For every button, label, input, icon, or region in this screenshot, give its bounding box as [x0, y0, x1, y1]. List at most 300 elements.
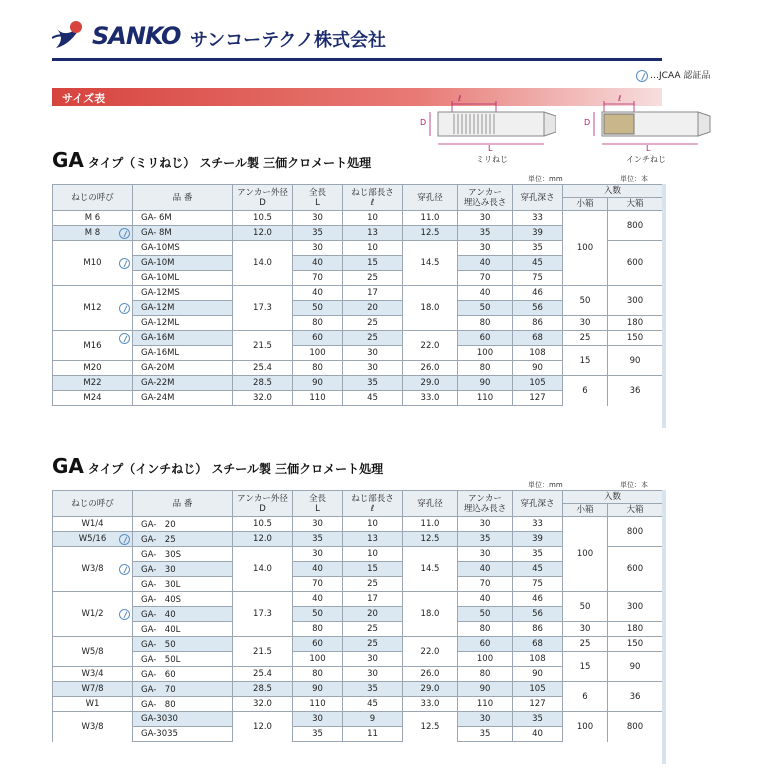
jcaa-mark-icon: [119, 333, 130, 344]
table-cell: M12: [53, 286, 133, 331]
table-cell: 30: [343, 361, 403, 376]
table-cell: 25: [343, 577, 403, 592]
size-table-section-bar: [52, 88, 662, 106]
header-call: ねじの呼び: [53, 185, 133, 211]
table-cell: [133, 562, 233, 577]
table-cell: 60: [458, 637, 513, 652]
table-cell: 86: [513, 622, 563, 637]
cell-text: ℓ: [370, 503, 375, 514]
table-cell: GA- 40L: [133, 622, 233, 637]
table-cell: 35: [293, 532, 343, 547]
table-cell: GA-12ML: [133, 316, 233, 331]
table-cell: W3/4: [53, 667, 133, 682]
table-cell: 25: [343, 271, 403, 286]
metric-diagram-L-label: L: [488, 144, 493, 153]
qty-small: 30: [563, 622, 608, 637]
table-cell: 11.0: [403, 211, 458, 226]
table-row: [53, 637, 663, 652]
table-cell: 100: [458, 652, 513, 667]
jcaa-mark-icon: [119, 609, 130, 620]
inch-size-table: [52, 490, 663, 742]
header-qty: 入数: [563, 185, 663, 198]
table-cell: GA- 40S: [133, 592, 233, 607]
table-cell: GA-24M: [133, 391, 233, 406]
table-cell: 110: [458, 697, 513, 712]
table-cell: 29.0: [403, 376, 458, 391]
table-cell: GA-12MS: [133, 286, 233, 301]
table-cell: 12.5: [403, 712, 458, 742]
table-cell: GA- 80: [133, 697, 233, 712]
table-cell: 22.0: [403, 331, 458, 361]
table-cell: W5/8: [53, 637, 133, 667]
qty-small: 6: [563, 376, 608, 406]
table-cell: 9: [343, 712, 403, 727]
table-cell: 20: [343, 301, 403, 316]
table-cell: GA-10MS: [133, 241, 233, 256]
metric-size-table: [52, 184, 663, 406]
cell-text: GA- 25: [141, 535, 176, 545]
header-anchor-od: [233, 185, 293, 211]
table-cell: 18.0: [403, 592, 458, 637]
table-cell: 17.3: [233, 592, 293, 637]
table-cell: 25.4: [233, 667, 293, 682]
table-cell: [133, 607, 233, 622]
table-cell: 80: [293, 667, 343, 682]
metric-diagram-caption: ミリねじ: [476, 155, 508, 164]
cell-text: GA-10M: [141, 258, 175, 268]
cell-text: GA-12M: [141, 303, 175, 313]
qty-large: 300: [608, 286, 663, 316]
metric-diagram-l-label: ℓ: [458, 94, 462, 103]
table-cell: 26.0: [403, 361, 458, 376]
jcaa-note: …JCAA 認証品: [650, 71, 711, 81]
inch-anchor-diagram: [582, 94, 712, 164]
table-cell: 80: [293, 622, 343, 637]
qty-small: 6: [563, 682, 608, 712]
table-cell: 33: [513, 517, 563, 532]
table-cell: 56: [513, 607, 563, 622]
table-cell: 100: [293, 346, 343, 361]
table-cell: 13: [343, 226, 403, 241]
table-cell: 80: [293, 316, 343, 331]
qty-large: 90: [608, 652, 663, 682]
table-row: [53, 316, 663, 331]
table-cell: 17.3: [233, 286, 293, 331]
table-cell: 108: [513, 346, 563, 361]
table-cell: 21.5: [233, 331, 293, 361]
cell-text: アンカー外径: [237, 187, 288, 198]
table-cell: 30: [458, 211, 513, 226]
jcaa-mark-icon: [119, 303, 130, 314]
header-call: ねじの呼び: [53, 491, 133, 517]
table-row: [53, 712, 663, 727]
table-cell: W5/16: [53, 532, 133, 547]
sanko-logo-icon: [52, 18, 88, 54]
table-cell: 10: [343, 517, 403, 532]
qty-small: 50: [563, 592, 608, 622]
table-cell: GA-3030: [133, 712, 233, 727]
table-cell: GA-22M: [133, 376, 233, 391]
table-cell: 39: [513, 532, 563, 547]
table-cell: 35: [293, 226, 343, 241]
table-cell: 30: [343, 652, 403, 667]
header-large-box: 大箱: [608, 504, 663, 517]
cell-text: 全長: [308, 493, 326, 504]
table-cell: 30: [458, 241, 513, 256]
table-cell: 40: [458, 562, 513, 577]
table-cell: 25: [343, 316, 403, 331]
table-cell: 60: [293, 331, 343, 346]
table-cell: 15: [343, 256, 403, 271]
table-cell: M22: [53, 376, 133, 391]
table-cell: 30: [458, 712, 513, 727]
table-cell: 13: [343, 532, 403, 547]
qty-large: 180: [608, 316, 663, 331]
cell-text: D: [259, 197, 266, 208]
table-row: [53, 331, 663, 346]
table-cell: 14.5: [403, 241, 458, 286]
table-cell: 10: [343, 547, 403, 562]
inch-unit-mm: 単位：mm: [528, 481, 563, 489]
header-divider: [52, 58, 662, 61]
table-cell: GA- 20: [133, 517, 233, 532]
table-cell: W1/4: [53, 517, 133, 532]
table-row: [53, 682, 663, 697]
header-anchor-od: [233, 491, 293, 517]
table-cell: M16: [53, 331, 133, 361]
inch-diagram-caption: インチねじ: [626, 155, 666, 164]
header-hole-dia: 穿孔径: [403, 185, 458, 211]
table-cell: 86: [513, 316, 563, 331]
table-cell: 39: [513, 226, 563, 241]
table-cell: 10: [343, 211, 403, 226]
cell-text: D: [259, 503, 266, 514]
table-cell: [133, 256, 233, 271]
header-part: 品 番: [133, 185, 233, 211]
table-cell: 90: [458, 376, 513, 391]
table-cell: 80: [293, 361, 343, 376]
table-row: [53, 211, 663, 226]
header-part: 品 番: [133, 491, 233, 517]
table-cell: GA- 70: [133, 682, 233, 697]
table-cell: 30: [458, 547, 513, 562]
table-cell: 100: [458, 346, 513, 361]
table-cell: 33.0: [403, 391, 458, 406]
table-cell: 80: [458, 361, 513, 376]
table-cell: 11.0: [403, 517, 458, 532]
table-cell: 75: [513, 577, 563, 592]
cell-text: 埋込み長さ: [463, 197, 507, 208]
table-cell: 12.0: [233, 532, 293, 547]
table-cell: 35: [458, 226, 513, 241]
table-cell: 12.5: [403, 532, 458, 547]
table-cell: 45: [513, 256, 563, 271]
table-cell: 10.5: [233, 211, 293, 226]
table-cell: 28.5: [233, 376, 293, 391]
header-hole-dia: 穿孔径: [403, 491, 458, 517]
table-cell: 33: [513, 211, 563, 226]
table-cell: 40: [293, 286, 343, 301]
table-cell: 40: [513, 727, 563, 742]
cell-text: ねじ部長さ: [351, 187, 394, 198]
qty-small: 25: [563, 331, 608, 346]
table-cell: 40: [293, 256, 343, 271]
table-cell: 40: [458, 592, 513, 607]
table-cell: 110: [458, 391, 513, 406]
table-cell: 33.0: [403, 697, 458, 712]
table-cell: M 6: [53, 211, 133, 226]
inch-diagram-l-label: ℓ: [618, 94, 622, 103]
jcaa-mark-icon: [636, 70, 648, 82]
table-cell: 45: [343, 697, 403, 712]
table-cell: 110: [293, 697, 343, 712]
brand-name: SANKO: [92, 22, 181, 50]
table-cell: 32.0: [233, 391, 293, 406]
table-cell: 105: [513, 376, 563, 391]
inch-title-rest: タイプ（インチねじ） スチール製 三価クロメート処理: [87, 462, 384, 476]
header-thread-len: [343, 491, 403, 517]
metric-diagram-d-label: D: [420, 118, 427, 127]
table-edge-accent: [662, 184, 666, 428]
table-cell: 127: [513, 391, 563, 406]
table-cell: 30: [293, 517, 343, 532]
metric-anchor-diagram: [416, 94, 556, 164]
table-cell: 30: [343, 346, 403, 361]
qty-large: 600: [608, 241, 663, 286]
table-cell: 40: [458, 286, 513, 301]
qty-large: 36: [608, 376, 663, 406]
table-cell: 68: [513, 637, 563, 652]
cell-text: L: [315, 197, 320, 208]
table-row: [53, 652, 663, 667]
metric-section-title: [52, 148, 371, 172]
cell-text: L: [315, 503, 320, 514]
table-cell: 46: [513, 592, 563, 607]
table-cell: 40: [293, 592, 343, 607]
metric-title-ga: GA: [52, 148, 84, 172]
table-cell: 80: [458, 667, 513, 682]
jcaa-mark-icon: [119, 564, 130, 575]
header-small-box: 小箱: [563, 504, 608, 517]
table-cell: [133, 301, 233, 316]
metric-title-rest: タイプ（ミリねじ） スチール製 三価クロメート処理: [87, 156, 372, 170]
table-cell: 105: [513, 682, 563, 697]
table-cell: 90: [513, 667, 563, 682]
qty-large: 800: [608, 517, 663, 547]
qty-large: 150: [608, 331, 663, 346]
cell-text: GA- 40: [141, 610, 176, 620]
header: [0, 0, 777, 66]
table-cell: 40: [293, 562, 343, 577]
header-small-box: 小箱: [563, 198, 608, 211]
table-cell: GA- 30S: [133, 547, 233, 562]
table-cell: 11: [343, 727, 403, 742]
inch-diagram-L-label: L: [646, 144, 651, 153]
header-thread-len: [343, 185, 403, 211]
table-row: [53, 622, 663, 637]
cell-text: 埋込み長さ: [463, 503, 507, 514]
table-cell: 75: [513, 271, 563, 286]
table-cell: M24: [53, 391, 133, 406]
table-cell: 40: [458, 256, 513, 271]
qty-small: 25: [563, 637, 608, 652]
jcaa-mark-icon: [119, 228, 130, 239]
table-cell: 50: [293, 301, 343, 316]
table-cell: 90: [293, 682, 343, 697]
qty-large: 36: [608, 682, 663, 712]
table-cell: GA-10ML: [133, 271, 233, 286]
cell-text: GA-16M: [141, 333, 175, 343]
qty-large: 300: [608, 592, 663, 622]
table-cell: GA-16ML: [133, 346, 233, 361]
qty-large: 150: [608, 637, 663, 652]
inch-unit-pcs: 単位：本: [620, 481, 648, 489]
cell-text: GA- 30: [141, 565, 176, 575]
table-cell: GA-20M: [133, 361, 233, 376]
table-cell: 22.0: [403, 637, 458, 667]
cell-text: アンカー: [468, 187, 502, 198]
table-cell: W3/8: [53, 712, 133, 742]
table-cell: 68: [513, 331, 563, 346]
table-cell: W3/8: [53, 547, 133, 592]
qty-large: 180: [608, 622, 663, 637]
table-cell: 25: [343, 331, 403, 346]
table-cell: GA-3035: [133, 727, 233, 742]
table-cell: 32.0: [233, 697, 293, 712]
table-cell: 28.5: [233, 682, 293, 697]
qty-small: 100: [563, 517, 608, 592]
header-large-box: 大箱: [608, 198, 663, 211]
table-cell: 14.0: [233, 241, 293, 286]
table-cell: 35: [458, 532, 513, 547]
table-cell: [133, 532, 233, 547]
table-cell: GA- 30L: [133, 577, 233, 592]
qty-large: 800: [608, 712, 663, 742]
table-cell: 12.0: [233, 226, 293, 241]
table-cell: 80: [458, 622, 513, 637]
table-cell: 56: [513, 301, 563, 316]
table-cell: 14.0: [233, 547, 293, 592]
table-cell: 25: [343, 622, 403, 637]
table-cell: M10: [53, 241, 133, 286]
table-cell: W1/2: [53, 592, 133, 637]
table-cell: GA- 50L: [133, 652, 233, 667]
header-length: [293, 491, 343, 517]
table-cell: 108: [513, 652, 563, 667]
header-embed: [458, 491, 513, 517]
table-cell: 50: [293, 607, 343, 622]
header-qty: 入数: [563, 491, 663, 504]
table-cell: 70: [293, 577, 343, 592]
qty-small: 30: [563, 316, 608, 331]
table-cell: 30: [293, 547, 343, 562]
qty-small: 100: [563, 211, 608, 286]
table-row: [53, 286, 663, 301]
metric-unit-pcs: 単位：本: [620, 175, 648, 183]
jcaa-mark-icon: [119, 534, 130, 545]
table-cell: M 8: [53, 226, 133, 241]
header-depth: 穿孔深さ: [513, 491, 563, 517]
company-name: サンコーテクノ株式会社: [190, 30, 387, 51]
table-cell: 25: [343, 637, 403, 652]
table-cell: GA- 60: [133, 667, 233, 682]
qty-large: 600: [608, 547, 663, 592]
table-cell: 45: [343, 391, 403, 406]
jcaa-mark-icon: [119, 258, 130, 269]
table-cell: W7/8: [53, 682, 133, 697]
table-cell: 60: [293, 637, 343, 652]
table-cell: 45: [513, 562, 563, 577]
table-cell: 50: [458, 607, 513, 622]
table-cell: 50: [458, 301, 513, 316]
table-cell: 90: [293, 376, 343, 391]
table-cell: 80: [458, 316, 513, 331]
table-cell: 35: [293, 727, 343, 742]
cell-text: ℓ: [370, 197, 375, 208]
table-cell: 18.0: [403, 286, 458, 331]
table-row: [53, 517, 663, 532]
table-cell: 127: [513, 697, 563, 712]
table-cell: 21.5: [233, 637, 293, 667]
table-cell: W1: [53, 697, 133, 712]
table-cell: 35: [343, 376, 403, 391]
table-cell: 35: [513, 241, 563, 256]
table-cell: 17: [343, 286, 403, 301]
table-row: [53, 376, 663, 391]
table-cell: 35: [343, 682, 403, 697]
table-cell: 70: [458, 577, 513, 592]
cell-text: GA- 8M: [141, 228, 172, 238]
table-cell: 29.0: [403, 682, 458, 697]
header-embed: [458, 185, 513, 211]
qty-large: 90: [608, 346, 663, 376]
table-cell: 90: [513, 361, 563, 376]
table-row: [53, 346, 663, 361]
cell-text: ねじ部長さ: [351, 493, 394, 504]
table-cell: 30: [293, 712, 343, 727]
table-cell: M20: [53, 361, 133, 376]
table-cell: GA- 6M: [133, 211, 233, 226]
table-cell: 35: [513, 547, 563, 562]
table-cell: 60: [458, 331, 513, 346]
table-cell: 110: [293, 391, 343, 406]
table-cell: [133, 226, 233, 241]
table-cell: GA- 50: [133, 637, 233, 652]
table-cell: 10: [343, 241, 403, 256]
table-cell: 70: [458, 271, 513, 286]
table-cell: 30: [343, 667, 403, 682]
cell-text: 全長: [308, 187, 326, 198]
header-length: [293, 185, 343, 211]
table-edge-accent: [662, 490, 666, 764]
table-cell: 12.0: [233, 712, 293, 742]
table-cell: 35: [513, 712, 563, 727]
qty-small: 50: [563, 286, 608, 316]
jcaa-legend: [636, 68, 710, 82]
table-cell: [133, 331, 233, 346]
qty-small: 15: [563, 652, 608, 682]
table-cell: 30: [293, 241, 343, 256]
table-cell: 12.5: [403, 226, 458, 241]
inch-section-title: [52, 454, 383, 478]
table-cell: 70: [293, 271, 343, 286]
table-row: [53, 592, 663, 607]
table-cell: 26.0: [403, 667, 458, 682]
table-cell: 10.5: [233, 517, 293, 532]
table-cell: 20: [343, 607, 403, 622]
table-cell: 17: [343, 592, 403, 607]
section-label: サイズ表: [62, 92, 106, 105]
